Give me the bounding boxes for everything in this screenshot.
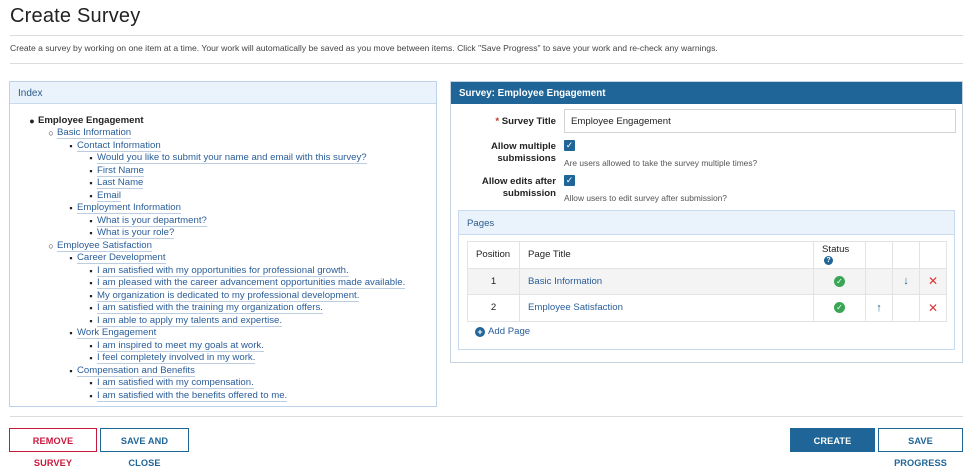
square-bullet-icon: ▪ [89,178,93,188]
square-bullet-icon: ▪ [69,328,73,338]
square-bullet-icon: ▪ [89,166,93,176]
title-divider [10,35,963,36]
tree-item-page[interactable]: ○ Employee Satisfaction [48,240,152,251]
tree-item-page[interactable]: ○ Basic Information [48,127,132,138]
square-bullet-icon: ▪ [89,191,93,201]
tree-item-question[interactable]: ▪ Would you like to submit your name and email with this survey? [97,152,367,164]
tree-item-question[interactable]: ▪ I am satisfied with the training my organization offers. [97,302,323,314]
tree-item-question[interactable]: ▪ I am satisfied with my opportunities for professional growth. [97,265,349,277]
page-link[interactable]: Employee Satisfaction [528,302,623,314]
pages-section [458,210,955,350]
col-move-up [866,242,893,269]
table-row [468,295,947,322]
remove-survey-button[interactable]: REMOVE SURVEY [9,428,97,452]
tree-item-question[interactable]: ▪ I feel completely involved in my work. [97,352,255,364]
allow-edits-hint: Allow users to edit survey after submission? [564,193,727,203]
row-move-down-cell [893,268,920,295]
square-bullet-icon: ▪ [89,278,93,288]
table-row [468,268,947,295]
allow-multiple-label: Allow multiple submissions [490,141,556,164]
tree-item-question[interactable]: ▪ What is your role? [97,227,174,239]
page-link[interactable]: Basic Information [528,275,603,287]
row-move-up-cell [866,268,893,295]
tree-item-question[interactable]: ▪ I am satisfied with my compensation. [97,377,254,389]
tree-item-section[interactable]: ▪ Compensation and Benefits [77,365,195,377]
pages-table-header [468,242,947,269]
allow-edits-label: Allow edits after submission [481,176,556,199]
square-bullet-icon: ▪ [89,303,93,313]
tree-item-question[interactable]: ▪ My organization is dedicated to my professional development. [97,290,359,302]
square-bullet-icon: ▪ [89,316,93,326]
col-page-title: Page Title [520,242,814,269]
tree-item-section[interactable]: ▪ Employment Information [77,202,181,214]
tree-item-question[interactable]: ▪ I am able to apply my talents and expertise. [97,315,282,327]
index-panel [9,81,437,407]
square-bullet-icon: ▪ [89,228,93,238]
row-move-up-cell [866,295,893,322]
help-icon[interactable]: ? [824,256,833,265]
check-icon: ✓ [565,175,574,185]
arrow-up-icon[interactable]: ↑ [876,301,882,314]
save-progress-button[interactable]: SAVE PROGRESS [878,428,963,452]
tree-item-question[interactable]: ▪ I am satisfied with the benefits offered to me. [97,390,287,402]
square-bullet-icon: ▪ [89,353,93,363]
row-page-title [520,268,814,295]
col-position: Position [468,242,520,269]
square-bullet-icon: ▪ [89,391,93,401]
circle-bullet-icon: ○ [48,128,54,138]
col-move-down [893,242,920,269]
survey-title-label: * Survey Title [495,116,556,127]
square-bullet-icon: ▪ [69,203,73,213]
row-position: 2 [468,295,520,322]
add-page-button[interactable]: + Add Page [475,326,530,337]
tree-item-section[interactable]: ▪ Career Development [77,252,166,264]
instructions-divider [10,63,963,64]
row-move-down-cell [893,295,920,322]
square-bullet-icon: ▪ [69,366,73,376]
check-circle-icon: ✓ [834,302,845,313]
tree-item-survey[interactable]: ● Employee Engagement [29,115,144,126]
row-status [814,268,866,295]
tree-item-section[interactable]: ▪ Contact Information [77,140,161,152]
square-bullet-icon: ▪ [89,216,93,226]
square-bullet-icon: ▪ [89,153,93,163]
row-delete-cell [920,295,947,322]
allow-multiple-checkbox[interactable] [564,140,575,151]
page-title: Create Survey [10,5,141,27]
footer-divider [10,416,963,417]
row-status [814,295,866,322]
survey-title-input[interactable] [564,109,956,133]
index-header: Index [10,82,436,104]
survey-header: Survey: Employee Engagement [451,82,962,104]
square-bullet-icon: ▪ [69,141,73,151]
save-and-close-button[interactable]: SAVE AND CLOSE [100,428,189,452]
square-bullet-icon: ▪ [89,291,93,301]
circle-bullet-icon: ○ [48,241,54,251]
bullet-icon: ● [29,116,35,126]
tree-item-question[interactable]: ▪ First Name [97,165,144,177]
delete-x-icon[interactable]: ✕ [927,300,939,315]
tree-item-question[interactable]: ▪ I am pleased with the career advancement opportunities made available. [97,277,405,289]
tree-item-question[interactable]: ▪ Email [97,190,121,202]
plus-circle-icon: + [475,327,485,337]
delete-x-icon[interactable]: ✕ [927,274,939,289]
arrow-down-icon[interactable]: ↓ [903,275,909,288]
tree-item-question[interactable]: ▪ I am inspired to meet my goals at work. [97,340,264,352]
pages-header: Pages [459,211,954,235]
col-status: Status ? [814,242,866,269]
row-position: 1 [468,268,520,295]
row-page-title [520,295,814,322]
check-circle-icon: ✓ [834,276,845,287]
allow-multiple-hint: Are users allowed to take the survey multiple times? [564,158,758,168]
survey-panel [450,81,963,363]
instructions-text: Create a survey by working on one item at a time. Your work will automatically be saved as you move between items. Click "Save Progress" to save your work and re-check any warnings. [10,43,718,53]
row-delete-cell [920,268,947,295]
square-bullet-icon: ▪ [89,378,93,388]
allow-edits-checkbox[interactable] [564,175,575,186]
tree-item-section[interactable]: ▪ Work Engagement [77,327,156,339]
tree-item-question[interactable]: ▪ What is your department? [97,215,207,227]
create-survey-button[interactable]: CREATE SURVEY [790,428,875,452]
square-bullet-icon: ▪ [89,266,93,276]
check-icon: ✓ [565,140,574,150]
square-bullet-icon: ▪ [89,341,93,351]
pages-table [467,241,947,322]
col-delete [920,242,947,269]
square-bullet-icon: ▪ [69,253,73,263]
tree-item-question[interactable]: ▪ Last Name [97,177,143,189]
